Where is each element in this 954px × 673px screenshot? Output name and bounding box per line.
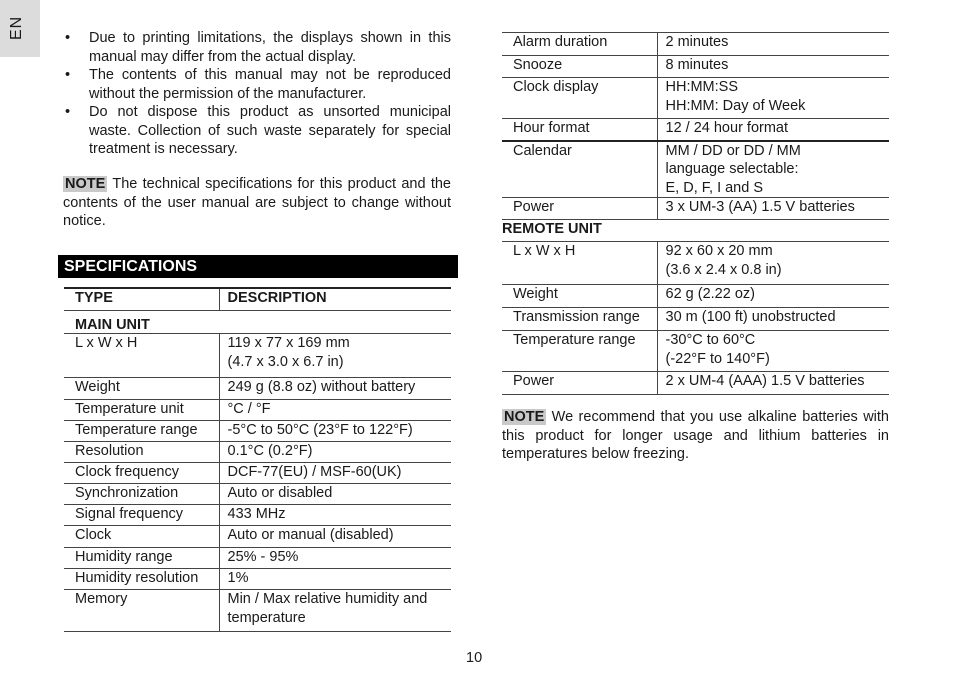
note-text: The technical specifications for this product and the contents of the user manual are subject to change without notice. <box>63 176 451 229</box>
spec-value-cell: 249 g (8.8 oz) without battery <box>219 378 451 400</box>
table-row <box>64 526 451 548</box>
page-number: 10 <box>466 650 483 666</box>
spec-type-cell: Temperature unit <box>64 400 219 421</box>
spec-type-cell: Snooze <box>502 56 657 78</box>
table-row <box>64 569 451 590</box>
table-row <box>64 463 451 484</box>
spec-type-cell: Humidity range <box>64 548 219 569</box>
spec-value-cell: 2 x UM-4 (AAA) 1.5 V batteries <box>657 372 889 395</box>
spec-value-cell: 62 g (2.22 oz) <box>657 285 889 308</box>
spec-type-cell: L x W x H <box>502 242 657 285</box>
section-row <box>502 220 889 242</box>
spec-value-cell: Auto or manual (disabled) <box>219 526 451 548</box>
remote-unit-title: REMOTE UNIT <box>502 220 889 242</box>
continued-spec-table <box>502 32 889 395</box>
main-unit-title: MAIN UNIT <box>64 310 451 334</box>
spec-type-cell: Memory <box>64 590 219 632</box>
table-row <box>64 334 451 378</box>
table-row <box>64 400 451 421</box>
spec-type-cell: Clock display <box>502 78 657 119</box>
spec-value-cell: 2 minutes <box>657 33 889 56</box>
spec-value-cell: -30°C to 60°C (-22°F to 140°F) <box>657 331 889 372</box>
spec-type-cell: Power <box>502 372 657 395</box>
table-row <box>502 331 889 372</box>
spec-value-cell: 25% - 95% <box>219 548 451 569</box>
spec-value-cell: DCF-77(EU) / MSF-60(UK) <box>219 463 451 484</box>
spec-type-cell: Temperature range <box>502 331 657 372</box>
spec-type-cell: Clock frequency <box>64 463 219 484</box>
technical-note <box>63 175 451 231</box>
note-label: NOTE <box>65 176 106 192</box>
table-row <box>64 505 451 526</box>
type-column-header: TYPE <box>64 288 219 310</box>
spec-value-cell: 3 x UM-3 (AA) 1.5 V batteries <box>657 198 889 220</box>
table-row <box>502 198 889 220</box>
main-unit-spec-table <box>64 287 451 334</box>
table-row <box>64 484 451 505</box>
spec-type-cell: Weight <box>502 285 657 308</box>
spec-value-cell: 30 m (100 ft) unobstructed <box>657 308 889 331</box>
note-label: NOTE <box>504 409 545 425</box>
spec-type-cell: L x W x H <box>64 334 219 378</box>
table-row <box>502 372 889 395</box>
spec-type-cell: Synchronization <box>64 484 219 505</box>
table-row <box>502 308 889 331</box>
spec-type-cell: Hour format <box>502 119 657 141</box>
spec-value-cell: 8 minutes <box>657 56 889 78</box>
disclaimer-item: • The contents of this manual may not be reproduced without the permission of the manufacturer. <box>63 66 451 103</box>
description-column-header: DESCRIPTION <box>219 288 451 310</box>
spec-type-cell: Signal frequency <box>64 505 219 526</box>
table-row <box>502 119 889 141</box>
spec-type-cell: Temperature range <box>64 421 219 442</box>
disclaimer-item: • Due to printing limitations, the displays shown in this manual may differ from the actual display. <box>63 29 451 66</box>
section-row <box>64 310 451 334</box>
spec-value-cell: 1% <box>219 569 451 590</box>
disclaimer-list <box>63 29 451 159</box>
table-row <box>64 590 451 632</box>
note-text: We recommend that you use alkaline batteries with this product for longer usage and lithium batteries in temperatures below freezing. <box>502 409 889 462</box>
spec-value-cell: 433 MHz <box>219 505 451 526</box>
table-row <box>64 548 451 569</box>
spec-value-cell: HH:MM:SS HH:MM: Day of Week <box>657 78 889 119</box>
specifications-heading: SPECIFICATIONS <box>58 255 458 278</box>
table-row <box>502 33 889 56</box>
table-row <box>64 442 451 463</box>
table-row <box>502 285 889 308</box>
main-unit-rows <box>64 333 451 632</box>
battery-note <box>502 408 889 464</box>
spec-value-cell: °C / °F <box>219 400 451 421</box>
spec-type-cell: Calendar <box>502 141 657 198</box>
language-label: EN <box>8 15 25 40</box>
spec-value-cell: MM / DD or DD / MM language selectable: E, D, F, I and S <box>657 141 889 198</box>
table-row <box>502 242 889 285</box>
spec-value-cell: Min / Max relative humidity and temperature <box>219 590 451 632</box>
spec-value-cell: -5°C to 50°C (23°F to 122°F) <box>219 421 451 442</box>
spec-value-cell: 12 / 24 hour format <box>657 119 889 141</box>
spec-value-cell: 0.1°C (0.2°F) <box>219 442 451 463</box>
spec-value-cell: Auto or disabled <box>219 484 451 505</box>
spec-value-cell: 92 x 60 x 20 mm (3.6 x 2.4 x 0.8 in) <box>657 242 889 285</box>
disclaimer-item: • Do not dispose this product as unsorted municipal waste. Collection of such waste separately for special treatment is necessary. <box>63 103 451 159</box>
spec-type-cell: Resolution <box>64 442 219 463</box>
spec-type-cell: Weight <box>64 378 219 400</box>
spec-value-cell: 119 x 77 x 169 mm (4.7 x 3.0 x 6.7 in) <box>219 334 451 378</box>
table-row <box>64 421 451 442</box>
spec-type-cell: Transmission range <box>502 308 657 331</box>
language-tab <box>0 0 40 57</box>
spec-type-cell: Alarm duration <box>502 33 657 56</box>
table-row <box>502 78 889 119</box>
table-row <box>502 141 889 198</box>
table-row <box>64 378 451 400</box>
spec-type-cell: Power <box>502 198 657 220</box>
table-row <box>502 56 889 78</box>
spec-type-cell: Clock <box>64 526 219 548</box>
table-header-row <box>64 288 451 310</box>
spec-type-cell: Humidity resolution <box>64 569 219 590</box>
